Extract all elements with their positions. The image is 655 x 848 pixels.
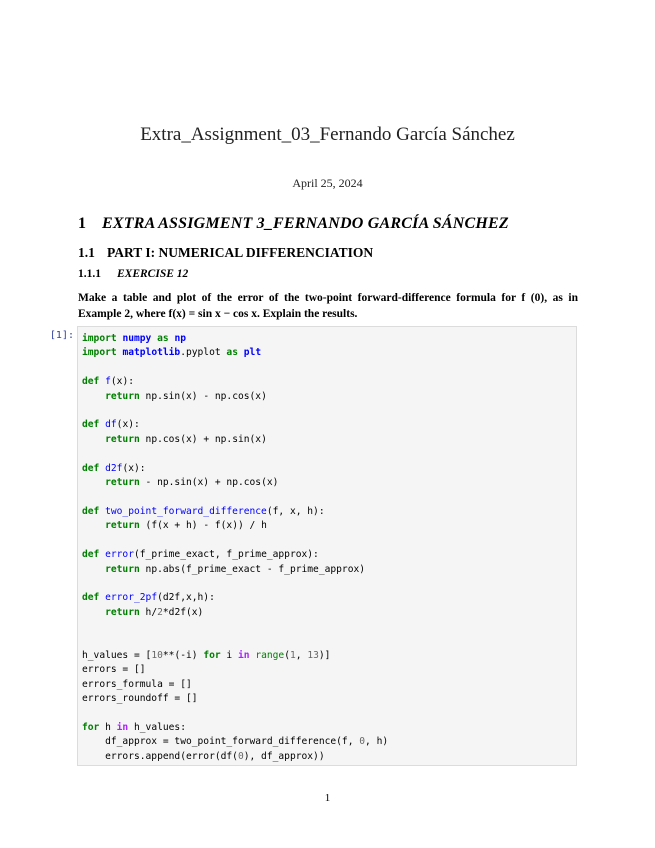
page-number: 1 bbox=[324, 792, 331, 804]
document-title: Extra_Assignment_03_Fernando García Sánchez bbox=[140, 124, 515, 145]
code-block[interactable]: import numpy as np import matplotlib.pyplot as plt def f(x): return np.sin(x) - np.cos(x) def df(x): return np.cos(x) + np.sin(x) def d2f(x): return - np.sin(x) + np.cos(x) def two_point_forward_difference(f, x, h): return (f(x + h) - f(x)) / h def error(f_prime_exact, f_prime_approx): return np.abs(f_prime_exact - f_prime_approx) def error_2pf(d2f,x,h): return h/2*d2f(x) h_values = [10**(-i) for i in range(1, 13)] errors = [] errors_formula = [] errors_roundoff = [] for h in h_values: df_approx = two_point_forward_difference(f, 0, h) errors.append(error(df(0), df_approx)) bbox=[82, 333, 389, 762]
section-heading-1 bbox=[78, 215, 598, 233]
section-number: 1 bbox=[78, 215, 86, 232]
exercise-statement: Make a table and plot of the error of the two-point forward-difference formula for f (0), as in Example 2, where f(x) = sin x − cos x. Explain the results. bbox=[78, 292, 578, 320]
code-cell[interactable] bbox=[77, 326, 577, 766]
subsection-heading bbox=[78, 245, 373, 261]
document-date: April 25, 2024 bbox=[292, 176, 363, 190]
section-title: EXTRA ASSIGMENT 3_FERNANDO GARCÍA SÁNCHEZ bbox=[102, 215, 509, 232]
cell-prompt: [1]: bbox=[49, 330, 74, 341]
subsection-number: 1.1 bbox=[78, 245, 95, 260]
subsubsection-heading bbox=[78, 268, 188, 280]
subsection-title: PART I: NUMERICAL DIFFERENCIATION bbox=[107, 245, 374, 260]
subsubsection-number: 1.1.1 bbox=[78, 268, 101, 280]
subsubsection-title: EXERCISE 12 bbox=[117, 268, 189, 280]
